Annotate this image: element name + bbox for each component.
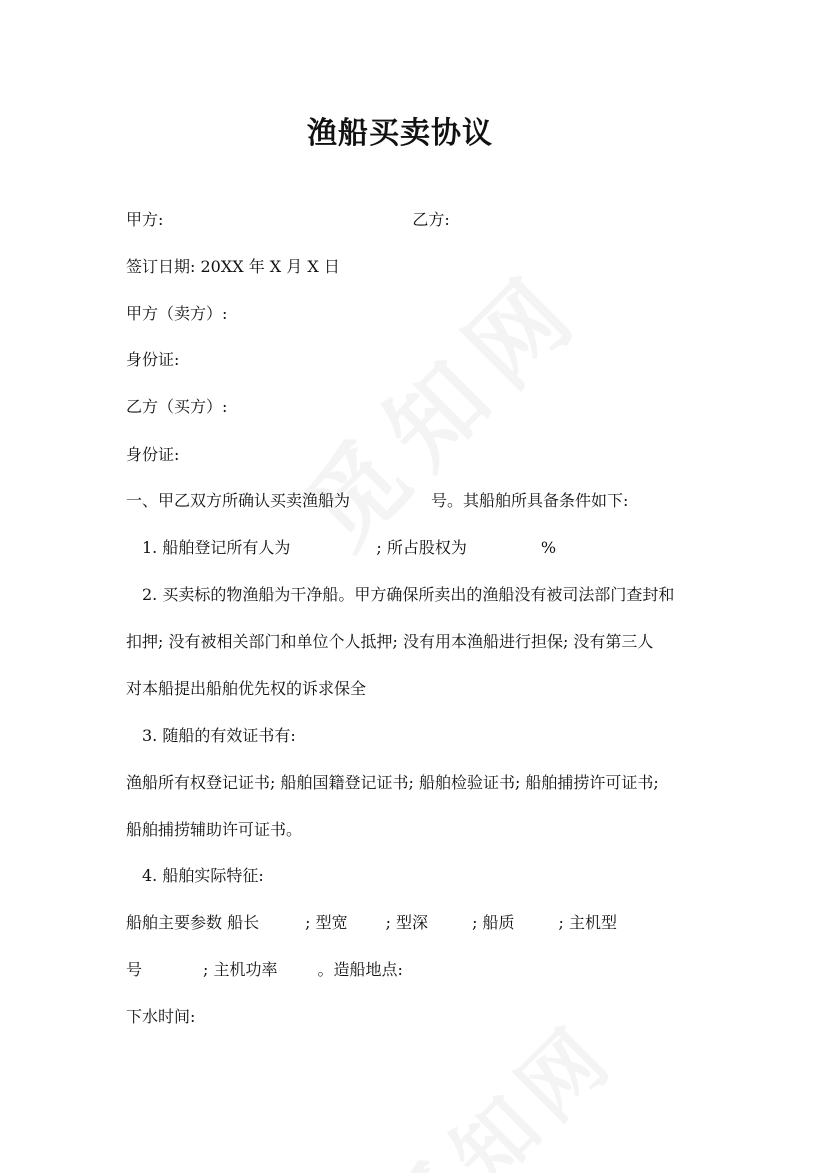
party-line xyxy=(126,210,450,230)
watermark xyxy=(270,234,609,573)
params-line-2 xyxy=(126,960,403,980)
certificates-line-1: 渔船所有权登记证书; 船舶国籍登记证书; 船舶检验证书; 船舶捕捞许可证书; xyxy=(126,773,659,792)
item-1 xyxy=(142,538,556,558)
buyer-label: 乙方（买方）: xyxy=(126,397,228,416)
params-build-place-label: 。造船地点: xyxy=(317,960,403,979)
seller-id-label: 身份证: xyxy=(126,350,180,369)
sign-date: 签订日期: 20XX 年 X 月 X 日 xyxy=(126,257,340,276)
item-2-line-1: 2. 买卖标的物渔船为干净船。甲方确保所卖出的渔船没有被司法部门查封和 xyxy=(142,585,675,604)
item-2-line-2: 扣押; 没有被相关部门和单位个人抵押; 没有用本渔船进行担保; 没有第三人 xyxy=(126,632,654,651)
section-one-suffix: 号。其船舶所具备条件如下: xyxy=(431,491,629,510)
params-line-1 xyxy=(126,913,617,933)
params-depth-label: ; 型深 xyxy=(385,913,429,932)
item-4-heading: 4. 船舶实际特征: xyxy=(142,866,264,885)
item1-share-label: ; 所占股权为 xyxy=(376,538,467,557)
section-one xyxy=(126,491,628,511)
item1-percent-sign: % xyxy=(540,538,557,557)
item1-owner-label: 1. 船舶登记所有人为 xyxy=(142,538,291,557)
item-3-heading: 3. 随船的有效证书有: xyxy=(142,726,296,745)
section-one-prefix: 一、甲乙双方所确认买卖渔船为 xyxy=(126,491,351,510)
seller-label: 甲方（卖方）: xyxy=(126,304,228,323)
params-width-label: ; 型宽 xyxy=(305,913,348,932)
watermark-bottom xyxy=(355,992,637,1173)
party-a-label: 甲方: xyxy=(126,210,164,229)
item-2-line-3: 对本船提出船舶优先权的诉求保全 xyxy=(126,679,367,698)
launch-time-label: 下水时间: xyxy=(126,1007,196,1026)
params-length-label: 船舶主要参数 船长 xyxy=(126,913,260,932)
params-material-label: ; 船质 xyxy=(472,913,515,932)
params-engine-power-label: ; 主机功率 xyxy=(203,960,278,979)
document-title: 渔船买卖协议 xyxy=(307,116,493,151)
params-engine-model-label: ; 主机型 xyxy=(558,913,618,932)
buyer-id-label: 身份证: xyxy=(126,445,180,464)
params-engine-model-end: 号 xyxy=(126,960,143,979)
certificates-line-2: 船舶捕捞辅助许可证书。 xyxy=(126,820,303,839)
party-b-label: 乙方: xyxy=(412,210,450,229)
